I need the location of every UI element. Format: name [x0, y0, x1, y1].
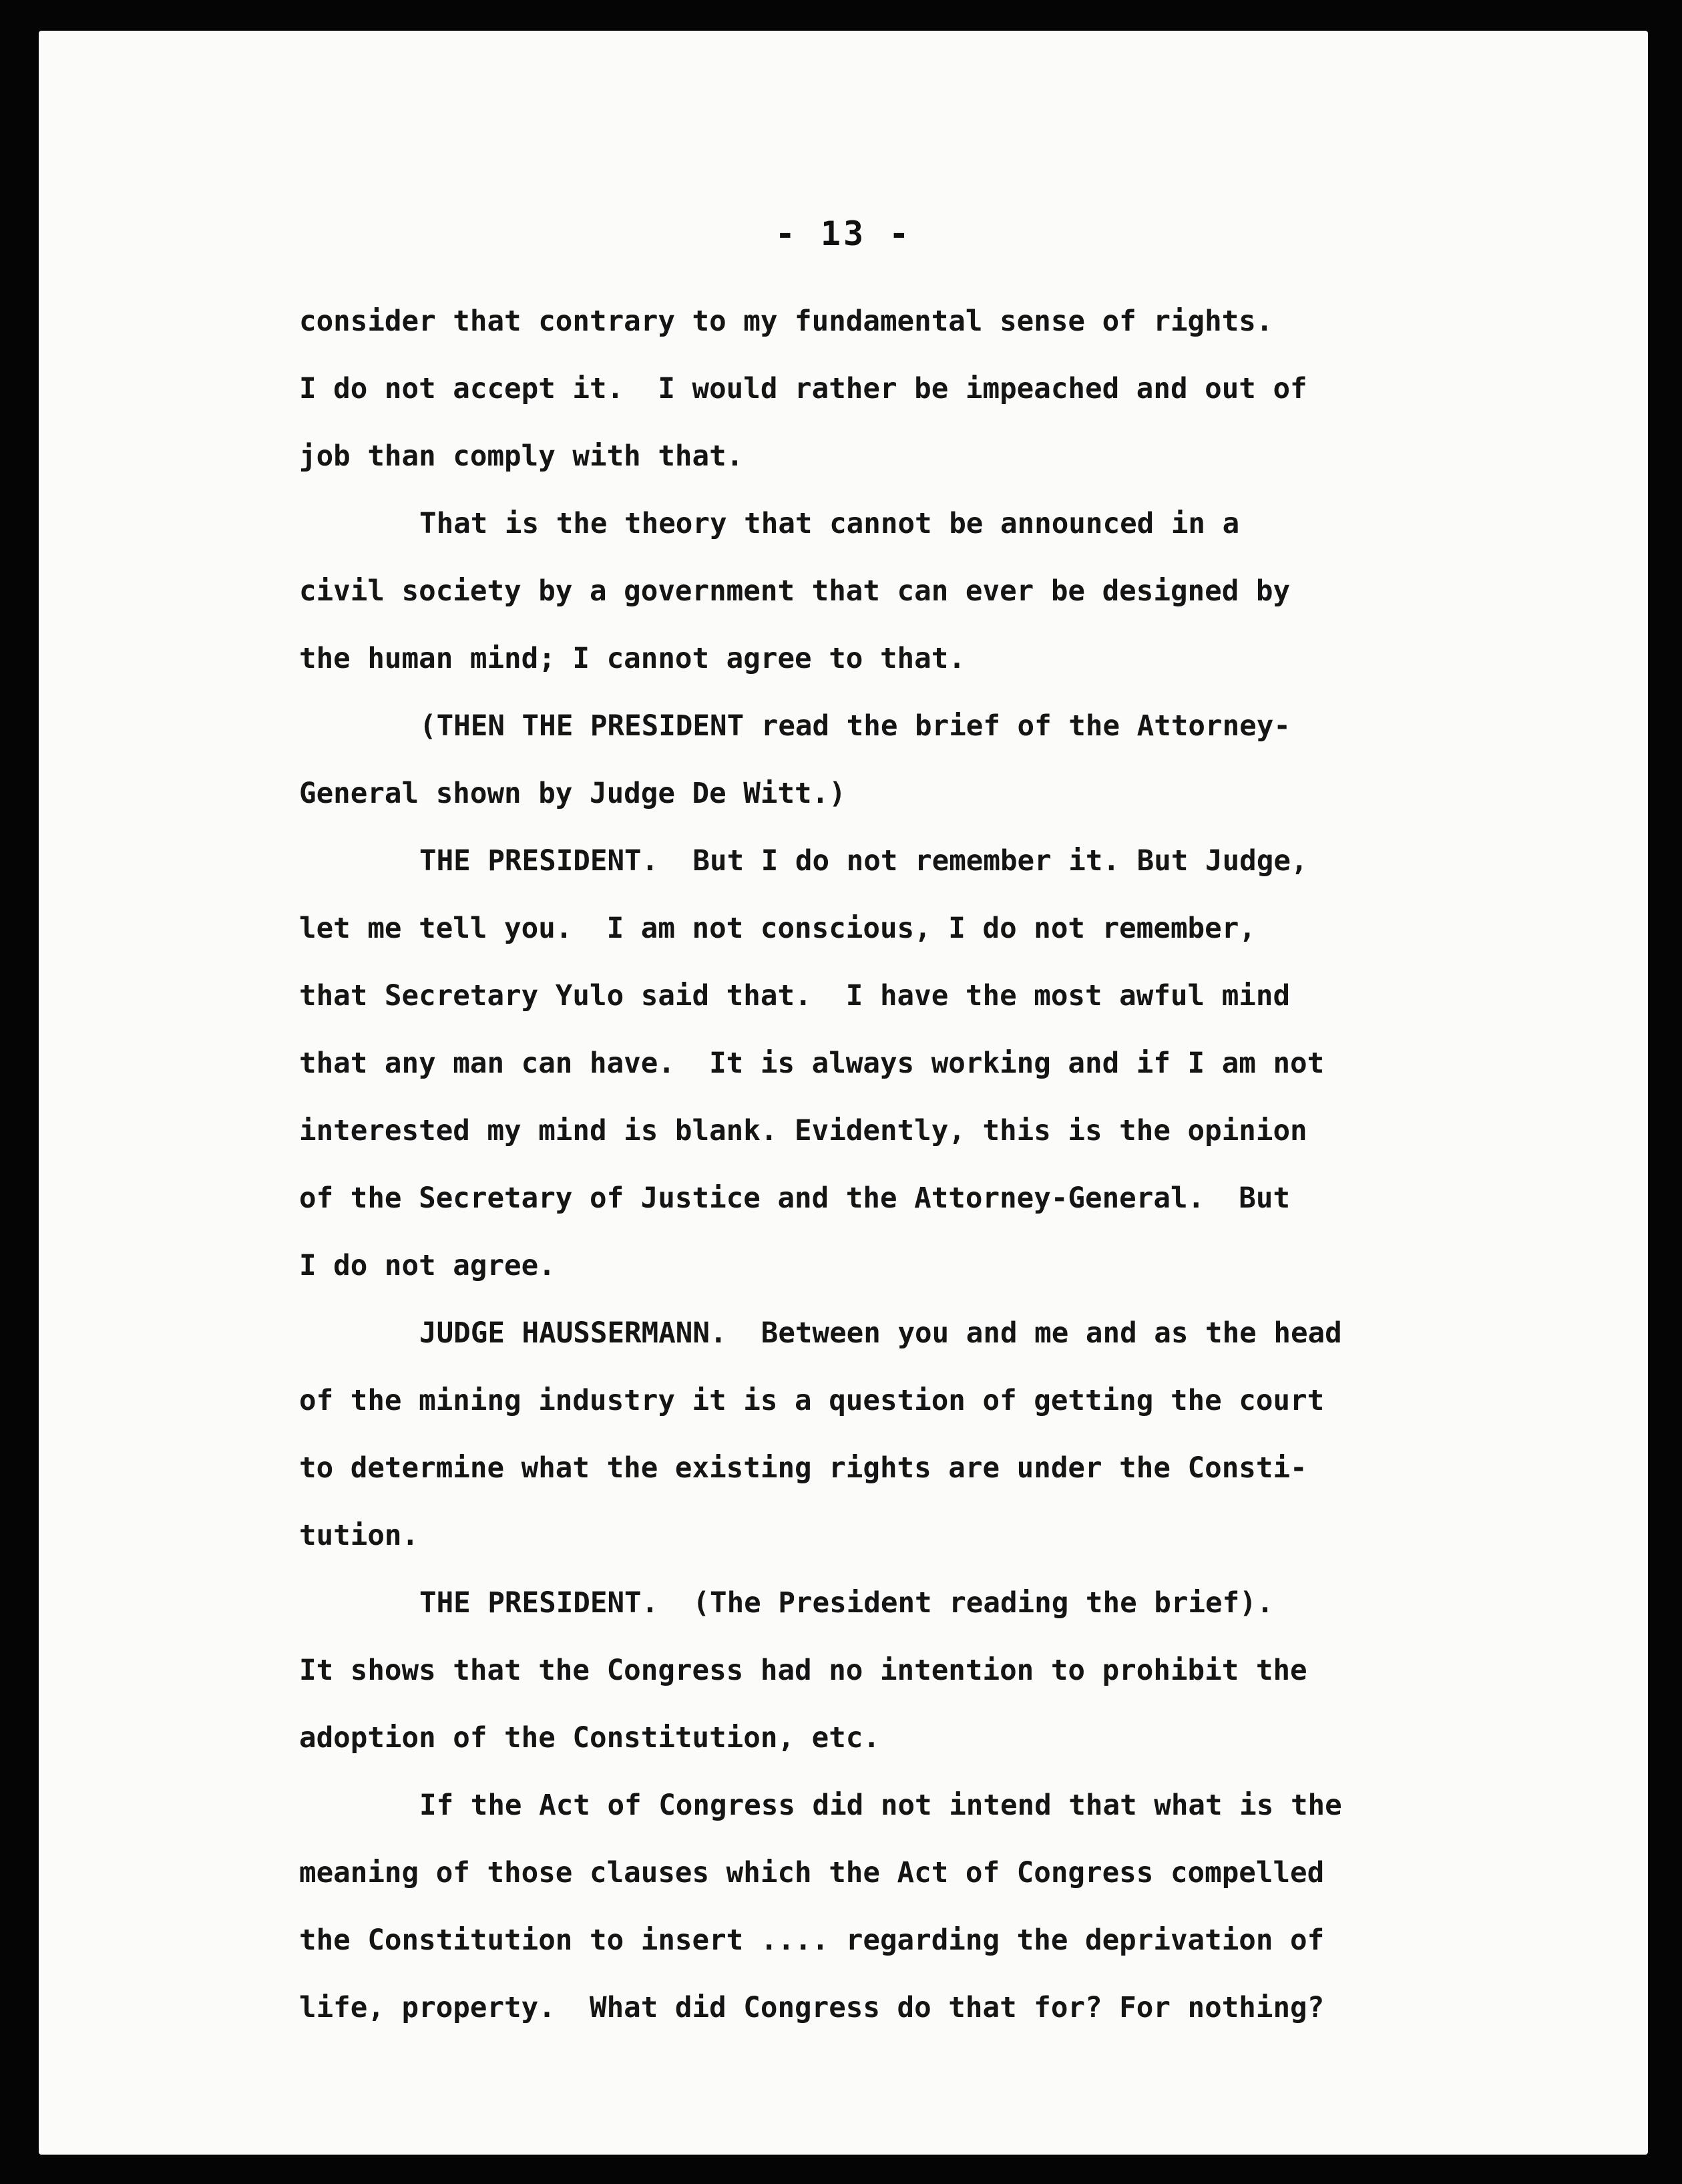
text-line: let me tell you. I am not conscious, I do not remember,	[299, 912, 1256, 945]
text-line: (THEN THE PRESIDENT read the brief of the Attorney-	[419, 710, 1291, 743]
text-line: to determine what the existing rights are under the Consti-	[299, 1452, 1307, 1485]
text-line: If the Act of Congress did not intend that what is the	[419, 1789, 1342, 1822]
page-number: - 13 -	[775, 214, 912, 253]
text-line: job than comply with that.	[299, 440, 744, 473]
text-line: meaning of those clauses which the Act of Congress compelled	[299, 1857, 1325, 1889]
document-page	[39, 31, 1648, 2155]
text-line: the human mind; I cannot agree to that.	[299, 643, 966, 675]
text-line: consider that contrary to my fundamental sense of rights.	[299, 305, 1273, 338]
text-line: interested my mind is blank. Evidently, this is the opinion	[299, 1115, 1307, 1147]
text-line: General shown by Judge De Witt.)	[299, 777, 846, 810]
document-body	[299, 288, 1621, 2042]
text-line: the Constitution to insert .... regarding the deprivation of	[299, 1924, 1325, 1957]
text-line: of the mining industry it is a question of getting the court	[299, 1385, 1325, 1417]
text-line: I do not agree.	[299, 1250, 556, 1282]
text-line: life, property. What did Congress do that for? For nothing?	[299, 1992, 1325, 2024]
text-line: tution.	[299, 1519, 419, 1552]
text-line: THE PRESIDENT. But I do not remember it. But Judge,	[419, 845, 1308, 878]
text-line: of the Secretary of Justice and the Attorney-General. But	[299, 1182, 1291, 1215]
text-line: adoption of the Constitution, etc.	[299, 1722, 880, 1755]
text-line: that Secretary Yulo said that. I have the most awful mind	[299, 980, 1291, 1013]
text-line: THE PRESIDENT. (The President reading the brief).	[419, 1587, 1274, 1620]
text-line: civil society by a government that can ever be designed by	[299, 575, 1291, 608]
text-line: that any man can have. It is always working and if I am not	[299, 1047, 1325, 1080]
text-line: JUDGE HAUSSERMANN. Between you and me and as the head	[419, 1317, 1342, 1350]
text-line: That is the theory that cannot be announced in a	[419, 508, 1240, 540]
text-line: I do not accept it. I would rather be impeached and out of	[299, 373, 1307, 405]
text-line: It shows that the Congress had no intention to prohibit the	[299, 1654, 1307, 1687]
